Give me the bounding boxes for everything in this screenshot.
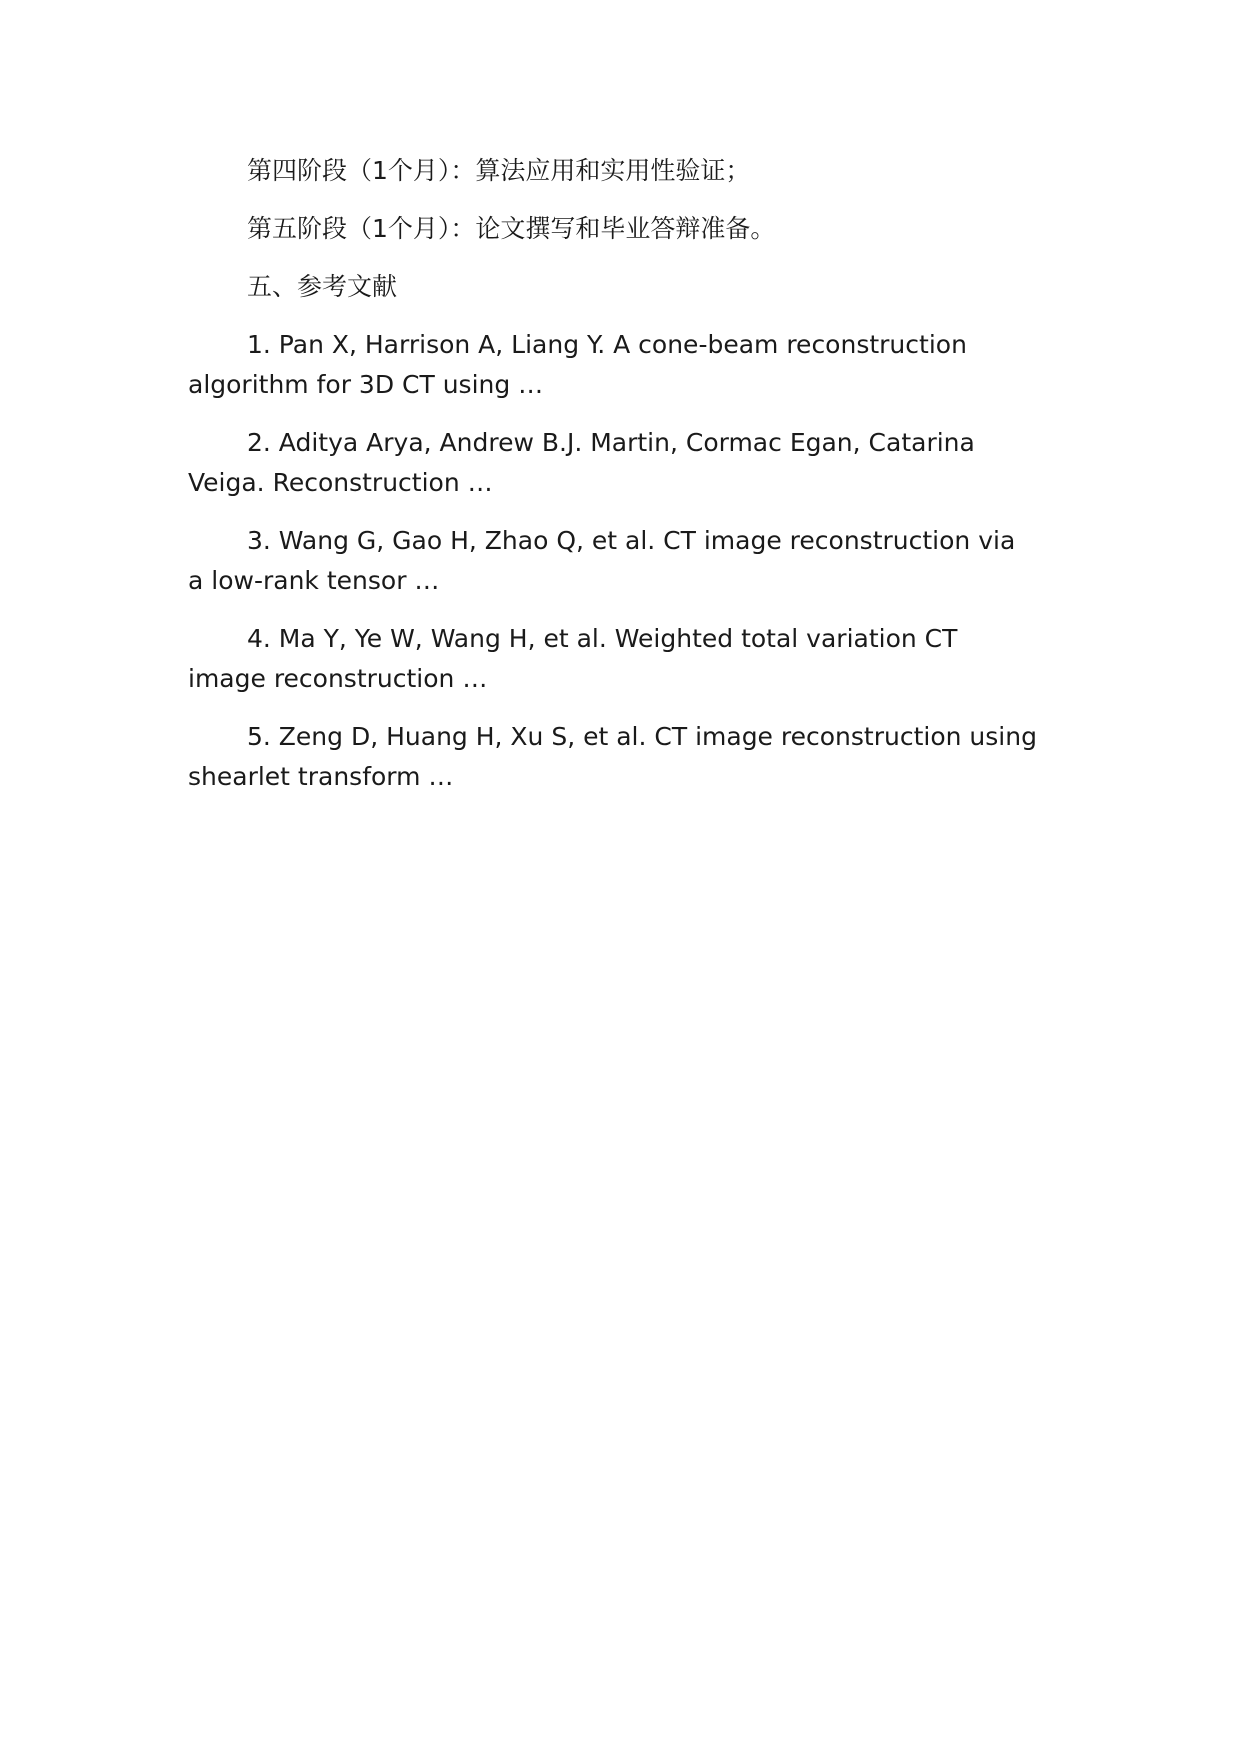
references-heading: 五、参考文献 <box>247 272 398 301</box>
reference-item-5: 5. Zeng D, Huang H, Xu S, et al. CT image reconstruction using shearlet transform … <box>188 722 1037 791</box>
reference-item-2: 2. Aditya Arya, Andrew B.J. Martin, Cormac Egan, Catarina Veiga. Reconstruction … <box>188 428 975 497</box>
reference-item-1: 1. Pan X, Harrison A, Liang Y. A cone-beam reconstruction algorithm for 3D CT using … <box>188 330 967 399</box>
reference-item-3: 3. Wang G, Gao H, Zhao Q, et al. CT image reconstruction via a low-rank tensor … <box>188 526 1016 595</box>
schedule-stage-5: 第五阶段（1个月）：论文撰写和毕业答辩准备。 <box>247 214 776 243</box>
page-content <box>188 151 1038 815</box>
reference-item-4: 4. Ma Y, Ye W, Wang H, et al. Weighted total variation CT image reconstruction … <box>188 624 958 693</box>
schedule-stage-4: 第四阶段（1个月）：算法应用和实用性验证； <box>247 156 751 185</box>
